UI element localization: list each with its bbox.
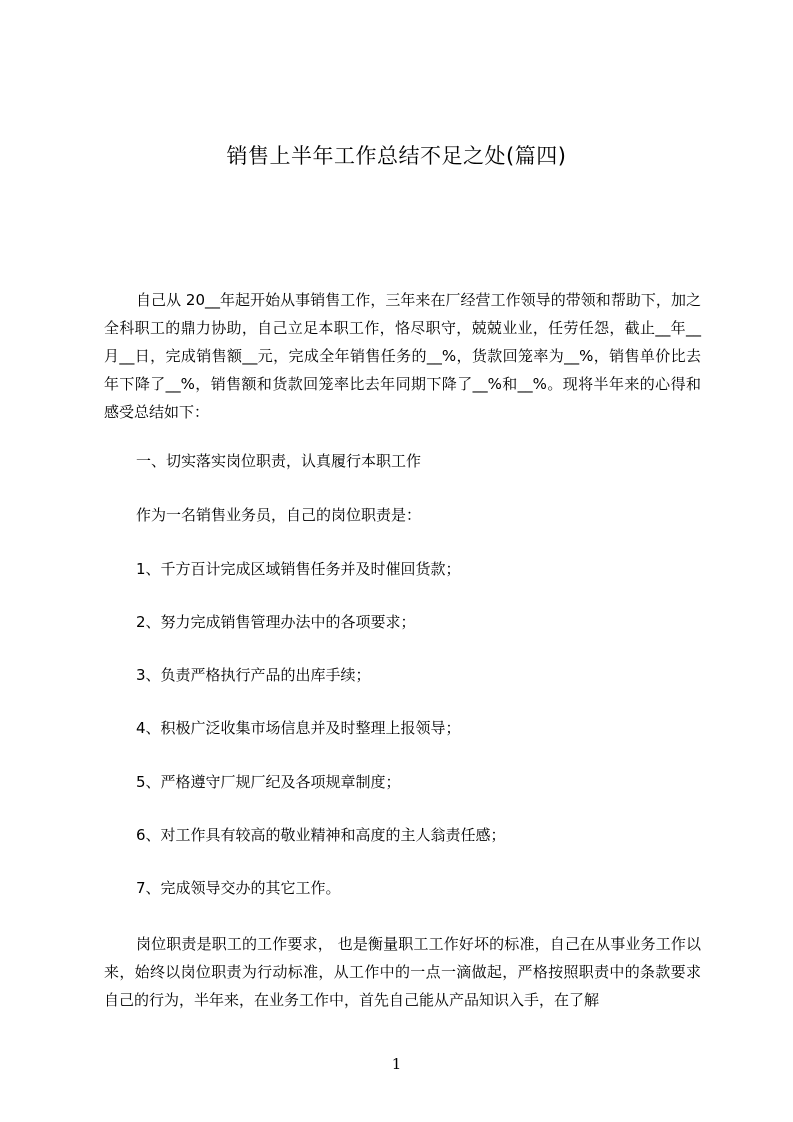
duty-item-2: 2、努力完成销售管理办法中的各项要求； bbox=[136, 613, 416, 631]
page-number: 1 bbox=[391, 1055, 402, 1073]
duty-item-4: 4、积极广泛收集市场信息并及时整理上报领导； bbox=[136, 719, 461, 737]
duty-item-1: 1、千方百计完成区域销售任务并及时催回货款； bbox=[136, 560, 461, 578]
duty-item-5: 5、严格遵守厂规厂纪及各项规章制度； bbox=[136, 773, 401, 791]
duties-intro: 作为一名销售业务员，自己的岗位职责是： bbox=[136, 506, 422, 524]
duty-item-7: 7、完成领导交办的其它工作。 bbox=[136, 879, 341, 897]
intro-paragraph: 自己从 20__年起开始从事销售工作，三年来在厂经营工作领导的带领和帮助下，加之全科职工的鼎力协助，自己立足本职工作，恪尽职守，兢兢业业，任劳任怨，截止__年__月__日，完成销售额__元，完成全年销售任务的__%，货款回笼率为__%，销售单价比去年下降了__%，销售额和货款回笼率比去年同期下降了__%和__%。现将半年来的心得和感受总结如下： bbox=[104, 291, 701, 421]
document-title: 销售上半年工作总结不足之处(篇四) bbox=[226, 144, 567, 168]
closing-paragraph: 岗位职责是职工的工作要求， 也是衡量职工工作好坏的标准，自己在从事业务工作以来，始终以岗位职责为行动标准，从工作中的一点一滴做起，严格按照职责中的条款要求自己的行为，半年来，在业务工作中，首先自己能从产品知识入手，在了解 bbox=[104, 935, 701, 1009]
duty-item-6: 6、对工作具有较高的敬业精神和高度的主人翁责任感； bbox=[136, 826, 506, 844]
duty-item-3: 3、负责严格执行产品的出库手续； bbox=[136, 666, 371, 684]
section-heading: 一、切实落实岗位职责，认真履行本职工作 bbox=[136, 452, 422, 470]
